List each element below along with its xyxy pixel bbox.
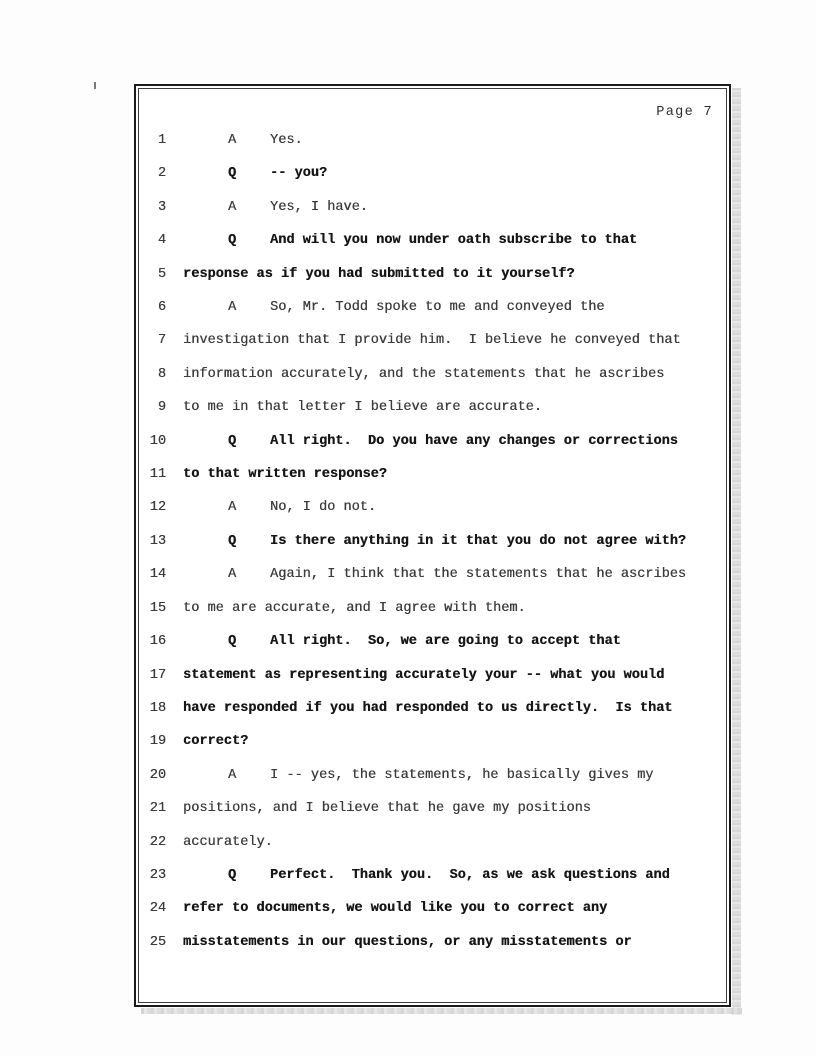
line-text: to me in that letter I believe are accurate. [183, 400, 542, 416]
page-number-label: Page 7 [656, 105, 713, 120]
transcript-line [139, 625, 726, 658]
speaker-label: A [228, 767, 237, 783]
line-text: Yes, I have. [270, 199, 368, 215]
line-number: 17 [149, 667, 166, 683]
speaker-label: Q [228, 533, 237, 549]
transcript-line [139, 926, 726, 959]
line-number: 15 [149, 600, 166, 616]
transcript-line [139, 324, 726, 357]
line-text: I -- yes, the statements, he basically gives my [270, 767, 654, 783]
transcript-line [139, 892, 726, 925]
line-number: 19 [149, 734, 166, 750]
line-text: response as if you had submitted to it yourself? [183, 266, 575, 282]
line-text: Perfect. Thank you. So, as we ask questions and [270, 867, 670, 883]
line-number: 8 [157, 366, 166, 382]
line-text: have responded if you had responded to us directly. Is that [183, 700, 673, 716]
line-text: -- you? [270, 166, 328, 182]
speaker-label: Q [228, 634, 237, 650]
line-text: Yes. [270, 133, 303, 148]
line-number: 2 [157, 166, 166, 182]
line-number: 4 [157, 233, 166, 249]
line-text: Again, I think that the statements that he ascribes [270, 567, 687, 583]
line-number: 13 [149, 533, 166, 549]
transcript-line [139, 425, 726, 458]
line-number: 3 [157, 199, 166, 215]
line-text: to me are accurate, and I agree with them. [183, 600, 526, 616]
line-number: 9 [157, 400, 166, 416]
transcript-line [139, 491, 726, 524]
transcript-line [139, 224, 726, 257]
line-text: information accurately, and the statements that he ascribes [183, 366, 665, 382]
page-border [134, 84, 731, 1007]
line-text: All right. So, we are going to accept that [270, 634, 621, 650]
line-number: 7 [157, 333, 166, 349]
line-text: All right. Do you have any changes or corrections [270, 433, 678, 449]
line-number: 14 [149, 567, 166, 583]
page-border-inner [138, 88, 727, 1003]
line-number: 18 [149, 700, 166, 716]
line-text: statement as representing accurately your -- what you would [183, 667, 665, 683]
transcript-line [139, 558, 726, 591]
transcript-body [139, 124, 726, 959]
transcript-line [139, 458, 726, 491]
transcript-line [139, 759, 726, 792]
line-text: investigation that I provide him. I believe he conveyed that [183, 333, 681, 349]
line-text: positions, and I believe that he gave my positions [183, 801, 591, 817]
scan-speck-artifact [94, 82, 96, 89]
line-number: 25 [149, 934, 166, 950]
speaker-label: A [228, 500, 237, 516]
transcript-line [139, 124, 726, 157]
scan-shadow-right [732, 88, 741, 1015]
speaker-label: A [228, 300, 237, 316]
speaker-label: Q [228, 166, 237, 182]
line-text: refer to documents, we would like you to correct any [183, 901, 608, 917]
line-number: 10 [149, 433, 166, 449]
transcript-line [139, 291, 726, 324]
line-number: 23 [149, 867, 166, 883]
transcript-line [139, 525, 726, 558]
transcript-line [139, 258, 726, 291]
line-number: 6 [157, 300, 166, 316]
transcript-line [139, 859, 726, 892]
line-number: 11 [149, 467, 166, 483]
line-text: Is there anything in it that you do not agree with? [270, 533, 687, 549]
scan-shadow-bottom [141, 1008, 742, 1014]
line-text: No, I do not. [270, 500, 377, 516]
transcript-line [139, 592, 726, 625]
line-number: 20 [149, 767, 166, 783]
transcript-line [139, 659, 726, 692]
transcript-line [139, 391, 726, 424]
line-text: accurately. [183, 834, 273, 850]
transcript-line [139, 725, 726, 758]
speaker-label: A [228, 133, 237, 148]
line-text: So, Mr. Todd spoke to me and conveyed the [270, 300, 605, 316]
line-number: 22 [149, 834, 166, 850]
line-number: 24 [149, 901, 166, 917]
transcript-line [139, 792, 726, 825]
line-number: 21 [149, 801, 166, 817]
speaker-label: A [228, 199, 237, 215]
line-text: to that written response? [183, 467, 387, 483]
speaker-label: Q [228, 233, 237, 249]
speaker-label: Q [228, 867, 237, 883]
transcript-line [139, 826, 726, 859]
transcript-line [139, 157, 726, 190]
transcript-line [139, 191, 726, 224]
line-number: 5 [157, 266, 166, 282]
speaker-label: A [228, 567, 237, 583]
line-text: And will you now under oath subscribe to that [270, 233, 638, 249]
line-text: correct? [183, 734, 249, 750]
line-number: 1 [157, 133, 166, 148]
transcript-line [139, 692, 726, 725]
speaker-label: Q [228, 433, 237, 449]
line-number: 12 [149, 500, 166, 516]
line-text: misstatements in our questions, or any misstatements or [183, 934, 632, 950]
transcript-line [139, 358, 726, 391]
line-number: 16 [149, 634, 166, 650]
